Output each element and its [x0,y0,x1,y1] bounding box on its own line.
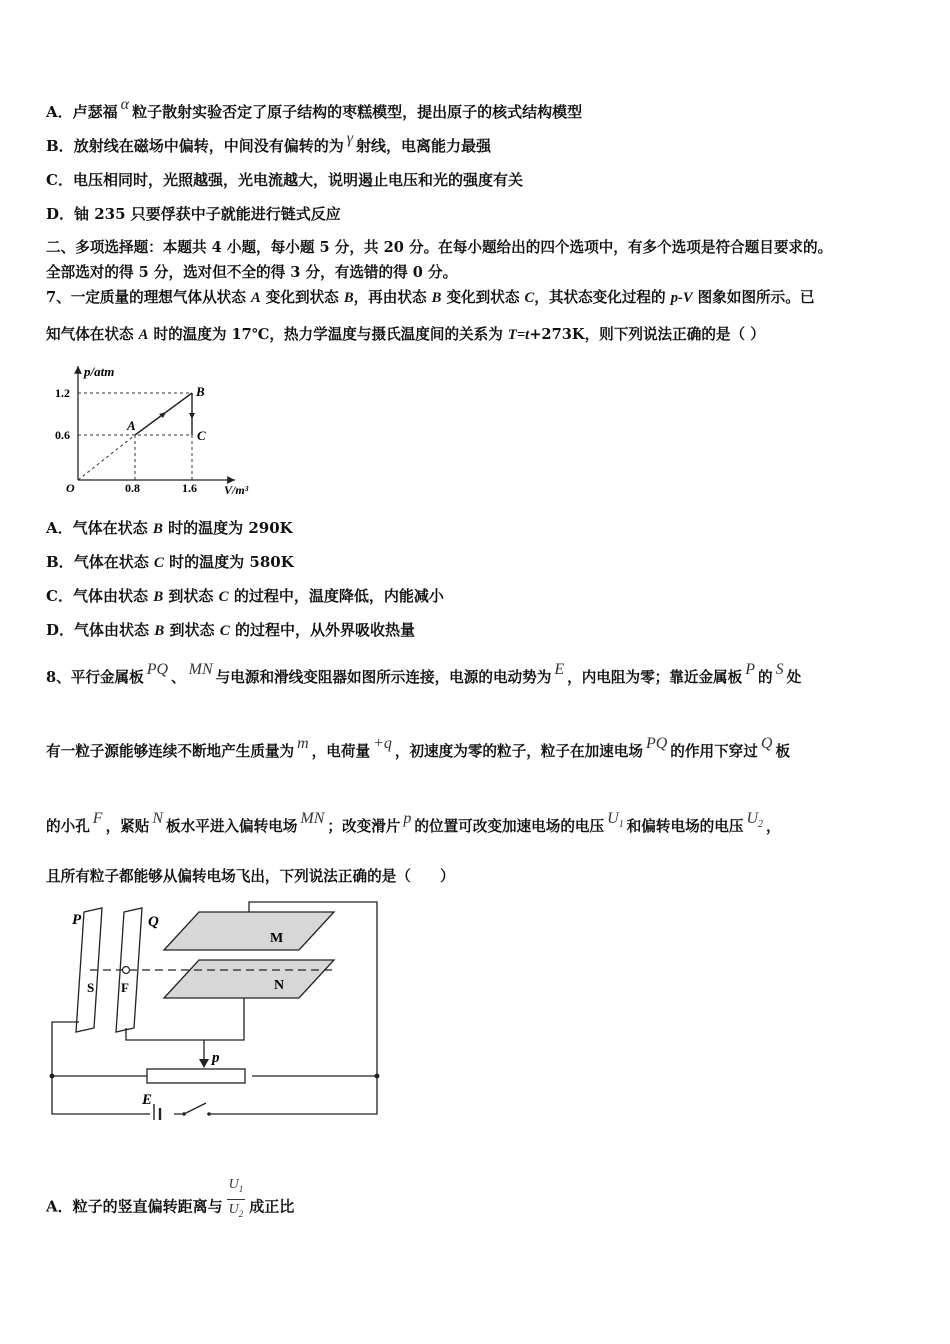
prev-option-c: C．电压相同时，光照越强，光电流越大，说明遏止电压和光的强度有关 [46,171,523,189]
point-c-label: C [197,428,206,443]
plate-n [164,960,334,998]
prev-option-a: A．卢瑟福 α 粒子散射实验否定了原子结构的枣糕模型，提出原子的核式结构模型 [46,96,583,121]
wire-n-q [126,998,244,1040]
section2-instructions-1: 二、多项选择题：本题共 4 小题，每小题 5 分，共 20 分。在每小题给出的四个选项中，有多个选项是符合题目要求的。 [46,239,833,256]
q7-stem-line1: 7、一定质量的理想气体从状态 A 变化到状态 B，再由状态 B 变化到状态 C，其状态变化过程的 p-V 图象如图所示。已 [46,289,815,306]
p-axis-label: p/atm [84,364,115,379]
xtick-0.8: 0.8 [125,481,140,495]
pv-graph [40,358,270,503]
slider-arrow-icon [199,1059,209,1068]
point-b-label: B [196,384,205,399]
fraction-u1-over-u2: $\frac{U_1}{U_2}$ [228,1177,244,1219]
point-a-label: A [127,418,136,433]
ytick-0.6: 0.6 [55,428,70,442]
v-axis-label: V/m³ [224,483,249,497]
q7-option-d: D．气体由状态 B 到状态 C 的过程中，从外界吸收热量 [46,621,415,639]
q8-stem-line3: 的小孔 F ，紧贴 N 板水平进入偏转电场 MN ；改变滑片 p 的位置可改变加速电场的电压 $U_1$ 和偏转电场的电压 $U_2$ ， [46,810,781,835]
junction-right [375,1074,380,1079]
switch-contact-right [207,1112,211,1116]
label-p: P [72,912,82,928]
plate-m [164,912,334,950]
xtick-1.6: 1.6 [182,481,197,495]
label-f: F [121,980,129,995]
section2-instructions-2: 全部选对的得 5 分，选对但不全的得 3 分，有选错的得 0 分。 [46,264,458,281]
junction-left [50,1074,55,1079]
prev-option-d: D．铀 235 只要俘获中子就能进行链式反应 [46,205,341,223]
label-n: N [274,978,285,993]
q8-stem-line1: 8、平行金属板 PQ 、 MN 与电源和滑线变阻器如图所示连接，电源的电动势为 E ，内电阻为零；靠近金属板 P 的 S 处 [46,661,802,686]
q8-stem-line2: 有一粒子源能够连续不断地产生质量为 m ，电荷量 +q ，初速度为零的粒子，粒子在加速电场 PQ 的作用下穿过 Q 板 [46,735,791,760]
q7-stem-line2: 知气体在状态 A 时的温度为 17℃，热力学温度与摄氏温度间的关系为 T=t+273K，则下列说法正确的是（ ） [46,326,765,343]
dash-origin-to-a [78,435,135,480]
label-e: E [142,1092,153,1108]
rheostat [147,1069,245,1083]
hole-f [123,967,130,974]
label-s: S [87,980,95,995]
q8-option-a: A．粒子的竖直偏转距离与 $\frac{U_1}{U_2}$ 成正比 [46,1183,294,1232]
gamma-symbol: γ [346,130,354,147]
label-slider-p: p [212,1050,220,1066]
q8-stem-line4: 且所有粒子都能够从偏转电场飞出，下列说法正确的是（ ） [46,868,455,885]
q7-option-c: C．气体由状态 B 到状态 C 的过程中，温度降低，内能减小 [46,587,444,605]
wire-p-left [52,1022,377,1114]
ytick-1.2: 1.2 [55,386,70,400]
origin-label: O [66,481,75,495]
q7-option-b: B．气体在状态 C 时的温度为 580K [46,553,294,571]
label-q: Q [148,914,159,930]
q7-option-a: A．气体在状态 B 时的温度为 290K [46,519,293,537]
q8-circuit-diagram [44,900,384,1120]
alpha-symbol: α [120,96,130,113]
label-m: M [270,931,284,946]
arrow-b-c [189,413,195,419]
prev-option-b: B．放射线在磁场中偏转，中间没有偏转的为 γ 射线，电离能力最强 [46,130,492,155]
